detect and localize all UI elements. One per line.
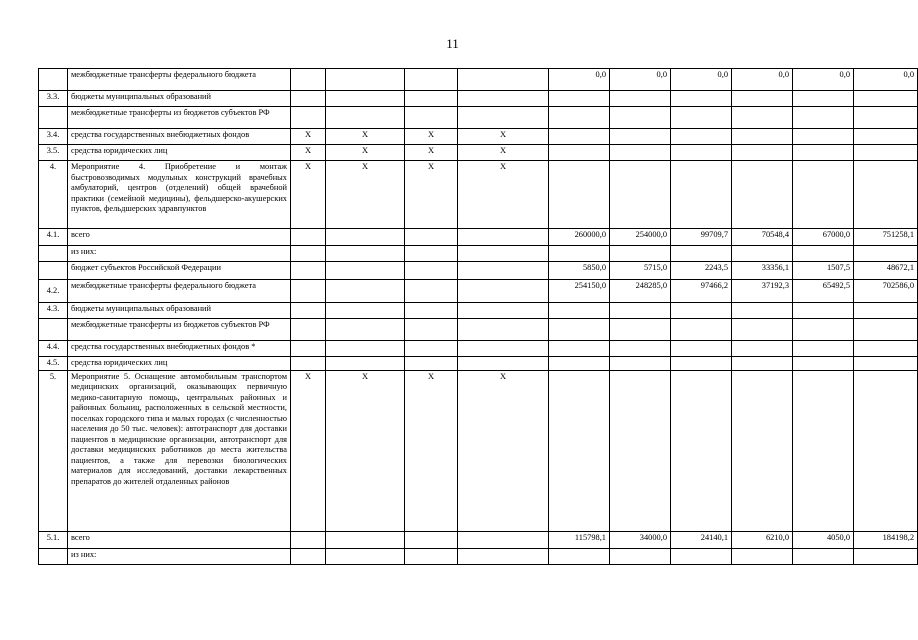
mark-cell (326, 280, 405, 303)
description-cell: бюджеты муниципальных образований (68, 303, 291, 319)
description-cell: межбюджетные трансферты из бюджетов субъектов РФ (68, 319, 291, 341)
value-cell (732, 357, 793, 371)
mark-cell (291, 319, 326, 341)
row-number-cell: 4.4. (39, 341, 68, 357)
row-number-cell: 5. (39, 370, 68, 531)
value-cell: 1507,5 (793, 262, 854, 280)
row-number-cell: 4.2. (39, 280, 68, 303)
mark-cell (326, 229, 405, 246)
mark-cell (326, 262, 405, 280)
value-cell: 70548,4 (732, 229, 793, 246)
row-number-cell: 4.3. (39, 303, 68, 319)
description-cell: межбюджетные трансферты федерального бюджета (68, 69, 291, 91)
description-cell: межбюджетные трансферты федерального бюджета (68, 280, 291, 303)
table-row (39, 91, 918, 107)
mark-cell (405, 91, 458, 107)
value-cell: 254150,0 (549, 280, 610, 303)
mark-cell (326, 91, 405, 107)
value-cell: 184198,2 (854, 531, 918, 548)
value-cell: 248285,0 (610, 280, 671, 303)
mark-cell (405, 531, 458, 548)
value-cell (732, 91, 793, 107)
value-cell (854, 145, 918, 161)
row-number-cell (39, 548, 68, 564)
value-cell: 34000,0 (610, 531, 671, 548)
value-cell (732, 107, 793, 129)
row-number-cell (39, 262, 68, 280)
value-cell (793, 145, 854, 161)
value-cell: 65492,5 (793, 280, 854, 303)
mark-cell (291, 357, 326, 371)
mark-cell (405, 303, 458, 319)
table-row (39, 548, 918, 564)
value-cell (732, 319, 793, 341)
value-cell (549, 246, 610, 262)
value-cell (610, 145, 671, 161)
value-cell (732, 161, 793, 229)
value-cell (610, 303, 671, 319)
table-row (39, 161, 918, 229)
mark-cell (458, 548, 549, 564)
value-cell: 0,0 (732, 69, 793, 91)
mark-cell: X (291, 161, 326, 229)
mark-cell (291, 262, 326, 280)
mark-cell (326, 303, 405, 319)
mark-cell: X (405, 370, 458, 531)
mark-cell (458, 280, 549, 303)
value-cell (854, 370, 918, 531)
mark-cell (291, 229, 326, 246)
value-cell (732, 303, 793, 319)
value-cell (610, 129, 671, 145)
mark-cell: X (405, 129, 458, 145)
mark-cell (405, 246, 458, 262)
value-cell: 37192,3 (732, 280, 793, 303)
mark-cell: X (405, 145, 458, 161)
value-cell: 702586,0 (854, 280, 918, 303)
mark-cell (458, 262, 549, 280)
mark-cell (291, 548, 326, 564)
row-number-cell: 4. (39, 161, 68, 229)
row-number-cell: 5.1. (39, 531, 68, 548)
description-cell: из них: (68, 246, 291, 262)
value-cell (610, 91, 671, 107)
mark-cell: X (326, 145, 405, 161)
mark-cell (458, 246, 549, 262)
value-cell (854, 107, 918, 129)
value-cell (671, 548, 732, 564)
value-cell: 0,0 (671, 69, 732, 91)
value-cell (793, 548, 854, 564)
table-row (39, 357, 918, 371)
value-cell (610, 319, 671, 341)
mark-cell (458, 319, 549, 341)
mark-cell (326, 341, 405, 357)
row-number-cell: 3.3. (39, 91, 68, 107)
description-cell: бюджеты муниципальных образований (68, 91, 291, 107)
value-cell (854, 129, 918, 145)
value-cell (732, 548, 793, 564)
value-cell (671, 145, 732, 161)
description-cell: средства государственных внебюджетных фондов * (68, 341, 291, 357)
row-number-cell (39, 107, 68, 129)
value-cell (793, 370, 854, 531)
value-cell (854, 341, 918, 357)
mark-cell (326, 69, 405, 91)
value-cell (671, 246, 732, 262)
mark-cell (405, 69, 458, 91)
row-number-cell (39, 319, 68, 341)
mark-cell (458, 91, 549, 107)
description-cell: средства юридических лиц (68, 357, 291, 371)
table-row (39, 303, 918, 319)
mark-cell (326, 357, 405, 371)
mark-cell: X (458, 161, 549, 229)
value-cell (549, 91, 610, 107)
value-cell (732, 129, 793, 145)
value-cell (549, 341, 610, 357)
mark-cell (405, 319, 458, 341)
mark-cell (326, 246, 405, 262)
mark-cell (405, 341, 458, 357)
value-cell (854, 161, 918, 229)
value-cell: 6210,0 (732, 531, 793, 548)
value-cell (549, 107, 610, 129)
row-number-cell: 4.5. (39, 357, 68, 371)
mark-cell (458, 357, 549, 371)
table-row (39, 319, 918, 341)
mark-cell (291, 341, 326, 357)
value-cell: 115798,1 (549, 531, 610, 548)
mark-cell: X (458, 370, 549, 531)
page-number: 11 (446, 36, 459, 51)
mark-cell (405, 548, 458, 564)
value-cell (732, 145, 793, 161)
description-cell: межбюджетные трансферты из бюджетов субъектов РФ (68, 107, 291, 129)
description-cell: Мероприятие 4. Приобретение и монтаж быстровозводимых модульных конструкций врачебных амбулаторий, центров (отделений) общей врачебной практики (семейной медицины), фельдшерско-акушерских пунктов, фельдшерских здравпунктов (68, 161, 291, 229)
value-cell (854, 548, 918, 564)
value-cell: 99709,7 (671, 229, 732, 246)
row-number-cell: 3.5. (39, 145, 68, 161)
mark-cell (458, 303, 549, 319)
mark-cell (291, 303, 326, 319)
row-number-cell (39, 246, 68, 262)
mark-cell (458, 341, 549, 357)
value-cell (793, 161, 854, 229)
value-cell (610, 370, 671, 531)
mark-cell (458, 229, 549, 246)
value-cell (610, 246, 671, 262)
value-cell (671, 341, 732, 357)
value-cell (610, 548, 671, 564)
description-cell: Мероприятие 5. Оснащение автомобильным транспортом медицинских организаций, оказывающих первичную медико-санитарную помощь, центральных районных и районных больниц, расположенных в сельской местности, поселках городского типа и малых городах (с численностью населения до 50 тыс. человек): автотранспорт для доставки пациентов в медицинские организации, автотранспорт для доставки медицинских работников до места жительства пациентов, а также для перевозки биологических материалов для исследований, доставки лекарственных препаратов до жителей отдаленных районов (68, 370, 291, 531)
description-cell: всего (68, 229, 291, 246)
mark-cell (326, 531, 405, 548)
value-cell (671, 161, 732, 229)
mark-cell: X (326, 370, 405, 531)
mark-cell (405, 262, 458, 280)
table-row (39, 69, 918, 91)
table-row (39, 145, 918, 161)
value-cell: 2243,5 (671, 262, 732, 280)
value-cell (671, 107, 732, 129)
value-cell (549, 161, 610, 229)
value-cell (854, 303, 918, 319)
value-cell (732, 370, 793, 531)
description-cell: средства государственных внебюджетных фондов (68, 129, 291, 145)
value-cell (549, 145, 610, 161)
value-cell (854, 91, 918, 107)
value-cell (793, 303, 854, 319)
value-cell (549, 303, 610, 319)
mark-cell: X (405, 161, 458, 229)
mark-cell: X (458, 129, 549, 145)
description-cell: всего (68, 531, 291, 548)
value-cell (854, 319, 918, 341)
value-cell: 260000,0 (549, 229, 610, 246)
table-row (39, 280, 918, 303)
value-cell: 5715,0 (610, 262, 671, 280)
mark-cell (326, 548, 405, 564)
table-row (39, 229, 918, 246)
mark-cell (405, 107, 458, 129)
value-cell (549, 548, 610, 564)
value-cell: 5850,0 (549, 262, 610, 280)
mark-cell: X (458, 145, 549, 161)
value-cell (671, 303, 732, 319)
row-number-cell (39, 69, 68, 91)
value-cell (610, 357, 671, 371)
row-number-cell: 3.4. (39, 129, 68, 145)
mark-cell (291, 69, 326, 91)
mark-cell (405, 357, 458, 371)
mark-cell (291, 531, 326, 548)
value-cell (610, 341, 671, 357)
table-row (39, 129, 918, 145)
value-cell: 0,0 (549, 69, 610, 91)
description-cell: бюджет субъектов Российской Федерации (68, 262, 291, 280)
value-cell (793, 91, 854, 107)
value-cell (793, 107, 854, 129)
mark-cell: X (291, 145, 326, 161)
mark-cell: X (291, 370, 326, 531)
table-row (39, 246, 918, 262)
mark-cell (326, 107, 405, 129)
mark-cell (291, 91, 326, 107)
mark-cell (458, 531, 549, 548)
value-cell: 24140,1 (671, 531, 732, 548)
value-cell (854, 246, 918, 262)
value-cell (610, 161, 671, 229)
table-row (39, 262, 918, 280)
mark-cell (291, 107, 326, 129)
value-cell (549, 319, 610, 341)
mark-cell: X (326, 161, 405, 229)
mark-cell (291, 246, 326, 262)
value-cell (793, 246, 854, 262)
value-cell (793, 129, 854, 145)
value-cell (610, 107, 671, 129)
value-cell (549, 129, 610, 145)
value-cell: 0,0 (793, 69, 854, 91)
table-row (39, 341, 918, 357)
mark-cell (405, 280, 458, 303)
value-cell (549, 357, 610, 371)
value-cell (854, 357, 918, 371)
value-cell: 4050,0 (793, 531, 854, 548)
value-cell (732, 341, 793, 357)
value-cell: 0,0 (610, 69, 671, 91)
table-row (39, 107, 918, 129)
table-row (39, 531, 918, 548)
value-cell: 0,0 (854, 69, 918, 91)
description-cell: средства юридических лиц (68, 145, 291, 161)
mark-cell: X (291, 129, 326, 145)
mark-cell (458, 107, 549, 129)
budget-table (38, 68, 918, 565)
value-cell: 97466,2 (671, 280, 732, 303)
value-cell: 751258,1 (854, 229, 918, 246)
mark-cell: X (326, 129, 405, 145)
value-cell (793, 357, 854, 371)
row-number-cell: 4.1. (39, 229, 68, 246)
value-cell: 48672,1 (854, 262, 918, 280)
value-cell: 33356,1 (732, 262, 793, 280)
value-cell (671, 357, 732, 371)
value-cell (671, 129, 732, 145)
value-cell (671, 319, 732, 341)
value-cell (793, 341, 854, 357)
value-cell: 254000,0 (610, 229, 671, 246)
description-cell: из них: (68, 548, 291, 564)
value-cell (671, 370, 732, 531)
value-cell (549, 370, 610, 531)
mark-cell (458, 69, 549, 91)
mark-cell (405, 229, 458, 246)
value-cell (793, 319, 854, 341)
table-row (39, 370, 918, 531)
mark-cell (291, 280, 326, 303)
value-cell: 67000,0 (793, 229, 854, 246)
value-cell (671, 91, 732, 107)
mark-cell (326, 319, 405, 341)
value-cell (732, 246, 793, 262)
